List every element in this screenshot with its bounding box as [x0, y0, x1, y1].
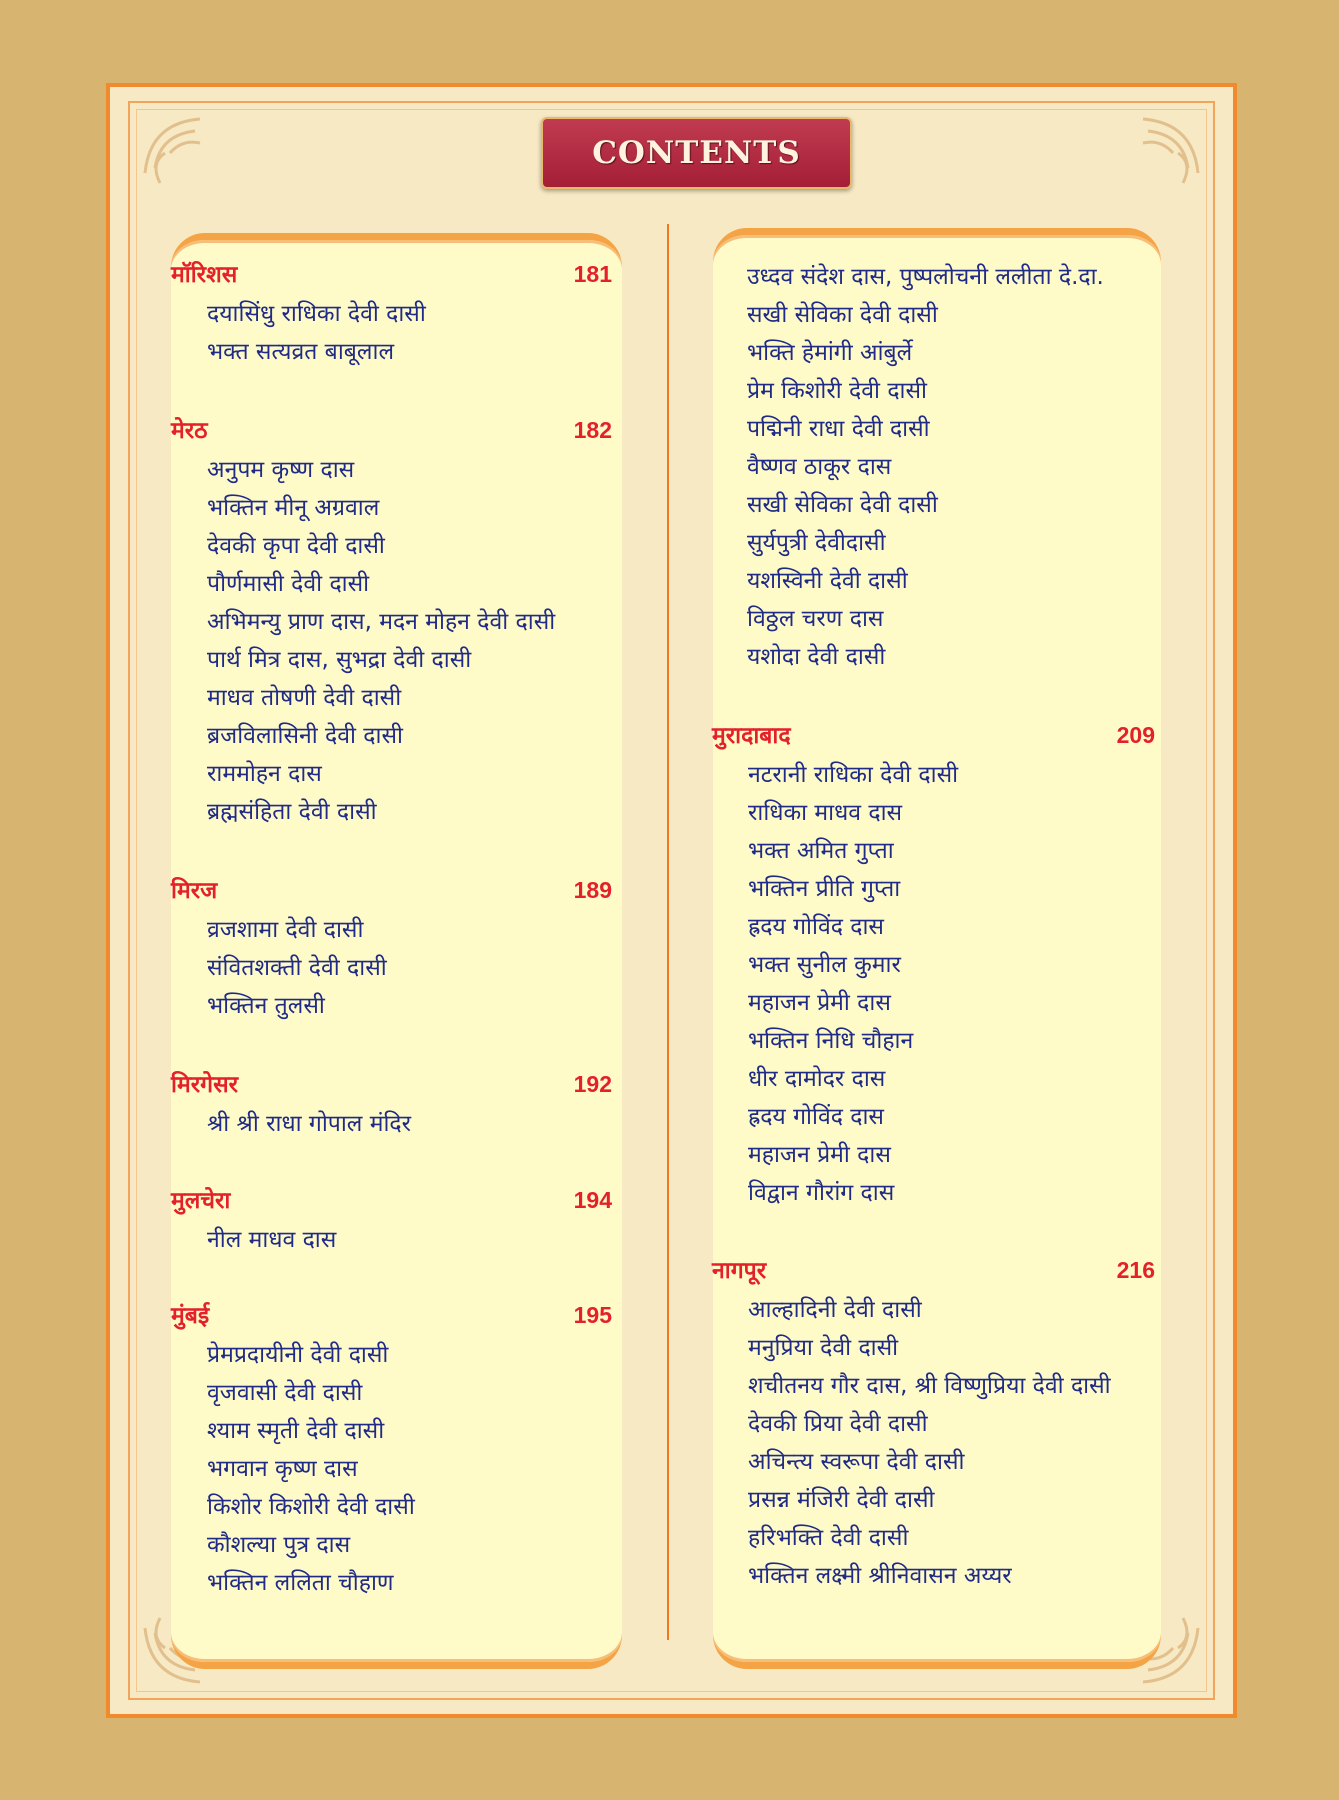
list-item: प्रसन्न मंजिरी देवी दासी	[748, 1487, 935, 1513]
list-item: श्री श्री राधा गोपाल मंदिर	[207, 1111, 412, 1137]
section-title: मुलचेरा	[171, 1188, 231, 1214]
list-item: विठ्ठल चरण दास	[747, 606, 884, 632]
list-item: भक्ति हेमांगी आंबुर्ले	[747, 340, 913, 366]
section-page-number: 192	[573, 1071, 612, 1097]
list-item: पौर्णमासी देवी दासी	[207, 571, 370, 597]
list-item: भक्तिन निधि चौहान	[748, 1028, 914, 1054]
section-title: मिरगेसर	[171, 1072, 239, 1098]
list-item: यशस्विनी देवी दासी	[747, 568, 908, 594]
list-item: माधव तोषणी देवी दासी	[207, 685, 402, 711]
section-continued	[747, 258, 1167, 676]
section-title: मिरज	[171, 878, 218, 904]
section-miraj	[171, 873, 612, 1025]
list-item: राममोहन दास	[207, 761, 322, 787]
list-item: ब्रजविलासिनी देवी दासी	[207, 723, 403, 749]
list-item: अचिन्त्य स्वरूपा देवी दासी	[748, 1449, 965, 1475]
list-item: पार्थ मित्र दास, सुभद्रा देवी दासी	[207, 647, 472, 673]
list-item: ह्रदय गोविंद दास	[748, 914, 884, 940]
list-item: भक्त सुनील कुमार	[748, 952, 901, 978]
list-item: श्याम स्मृती देवी दासी	[207, 1418, 385, 1444]
list-item: यशोदा देवी दासी	[747, 644, 886, 670]
section-page-number: 182	[573, 417, 612, 443]
list-item: महाजन प्रेमी दास	[748, 990, 891, 1016]
list-item: हरिभक्ति देवी दासी	[748, 1525, 909, 1551]
list-item: सखी सेविका देवी दासी	[747, 302, 938, 328]
section-page-number: 195	[573, 1302, 612, 1328]
corner-ornament-icon	[1093, 113, 1203, 203]
list-item: भक्तिन मीनू अग्रवाल	[207, 495, 380, 521]
section-title: मुंबई	[171, 1303, 210, 1329]
list-item: व्रजशामा देवी दासी	[207, 917, 364, 943]
list-item: नटरानी राधिका देवी दासी	[748, 762, 959, 788]
list-item: वैष्णव ठाकूर दास	[747, 454, 892, 480]
section-page-number: 181	[573, 261, 612, 287]
list-item: भक्तिन तुलसी	[207, 993, 325, 1019]
list-item: ह्रदय गोविंद दास	[748, 1104, 884, 1130]
section-page-number: 216	[1116, 1257, 1155, 1283]
section-mauritius	[171, 257, 612, 371]
list-item: उध्दव संदेश दास, पुष्पलोचनी ललीता दे.दा.	[747, 264, 1104, 290]
list-item: भक्तिन लक्ष्मी श्रीनिवासन अय्यर	[748, 1563, 1012, 1589]
corner-ornament-icon	[140, 113, 250, 203]
list-item: भगवान कृष्ण दास	[207, 1456, 358, 1482]
section-title: मुरादाबाद	[712, 723, 791, 749]
section-title: मेरठ	[171, 418, 208, 444]
list-item: मनुप्रिया देवी दासी	[748, 1335, 899, 1361]
list-item: भक्त अमित गुप्ता	[748, 838, 894, 864]
list-item: ब्रह्मसंहिता देवी दासी	[207, 799, 377, 825]
section-page-number: 209	[1116, 722, 1155, 748]
list-item: अभिमन्यु प्राण दास, मदन मोहन देवी दासी	[207, 609, 556, 635]
section-moradabad	[712, 718, 1155, 1212]
list-item: प्रेमप्रदायीनी देवी दासी	[207, 1342, 389, 1368]
list-item: संवितशक्ती देवी दासी	[207, 955, 387, 981]
list-item: देवकी कृपा देवी दासी	[207, 533, 385, 559]
section-page-number: 194	[573, 1187, 612, 1213]
list-item: भक्तिन ललिता चौहाण	[207, 1570, 394, 1596]
column-divider	[667, 224, 669, 1640]
page-title: CONTENTS	[592, 135, 801, 171]
list-item: भक्तिन प्रीति गुप्ता	[748, 876, 901, 902]
list-item: महाजन प्रेमी दास	[748, 1142, 891, 1168]
list-item: नील माधव दास	[207, 1227, 337, 1253]
list-item: अनुपम कृष्ण दास	[207, 457, 355, 483]
list-item: देवकी प्रिया देवी दासी	[748, 1411, 928, 1437]
contents-title-badge	[541, 117, 852, 189]
section-page-number: 189	[573, 877, 612, 903]
list-item: आल्हादिनी देवी दासी	[748, 1297, 922, 1323]
section-mumbai	[171, 1298, 612, 1602]
section-nagpur	[712, 1253, 1155, 1595]
list-item: वृजवासी देवी दासी	[207, 1380, 363, 1406]
list-item: भक्त सत्यव्रत बाबूलाल	[207, 339, 395, 365]
list-item: कौशल्या पुत्र दास	[207, 1532, 351, 1558]
section-mirgesar	[171, 1067, 612, 1143]
section-mulchera	[171, 1183, 612, 1259]
list-item: सुर्यपुत्री देवीदासी	[747, 530, 886, 556]
list-item: विद्वान गौरांग दास	[748, 1180, 895, 1206]
list-item: प्रेम किशोरी देवी दासी	[747, 378, 927, 404]
list-item: दयासिंधु राधिका देवी दासी	[207, 301, 426, 327]
list-item: शचीतनय गौर दास, श्री विष्णुप्रिया देवी दासी	[748, 1373, 1111, 1399]
list-item: धीर दामोदर दास	[748, 1066, 886, 1092]
list-item: किशोर किशोरी देवी दासी	[207, 1494, 415, 1520]
section-title: मॉरिशस	[171, 262, 238, 288]
list-item: पद्मिनी राधा देवी दासी	[747, 416, 930, 442]
list-item: राधिका माधव दास	[748, 800, 903, 826]
section-title: नागपूर	[712, 1258, 767, 1284]
list-item: सखी सेविका देवी दासी	[747, 492, 938, 518]
section-meerut	[171, 413, 612, 831]
